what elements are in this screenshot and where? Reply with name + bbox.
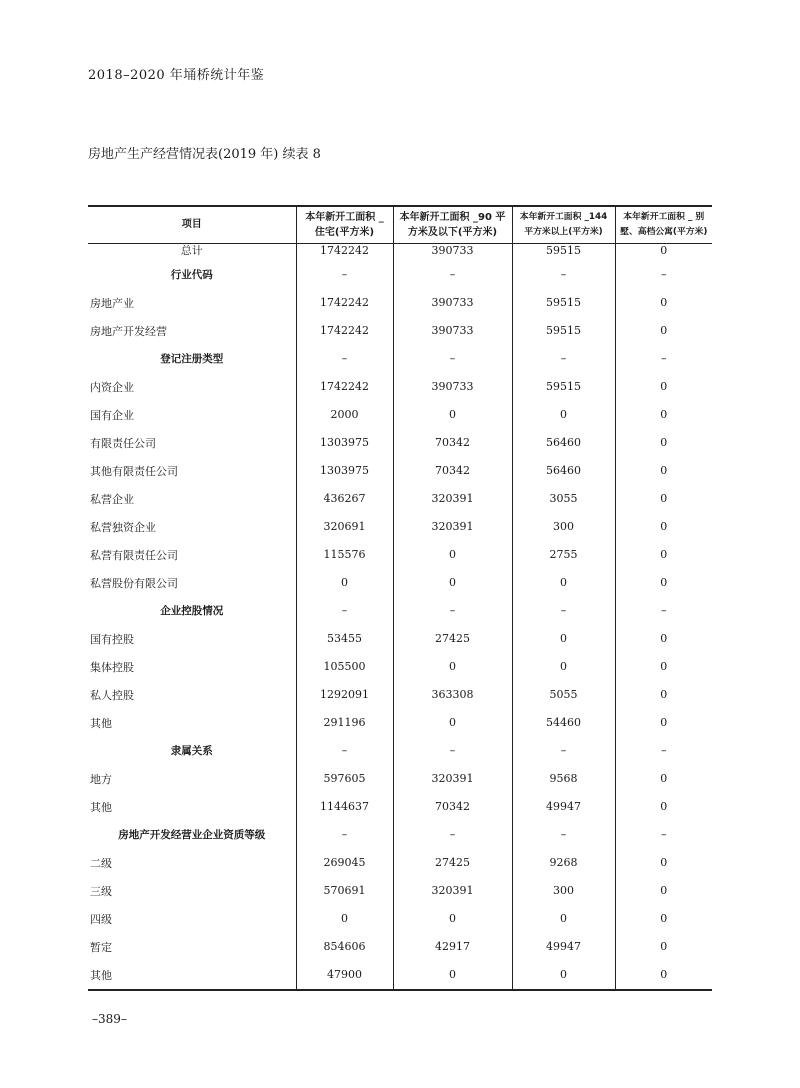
value-cell: 854606 — [296, 933, 393, 961]
value-cell: 0 — [512, 653, 615, 681]
value-cell: 320391 — [393, 485, 512, 513]
value-cell: 363308 — [393, 681, 512, 709]
section-label-cell: 企业控股情况 — [160, 605, 224, 617]
table-row — [88, 765, 712, 793]
table-row — [88, 569, 712, 597]
value-cell: 0 — [615, 373, 712, 401]
table-row — [88, 261, 712, 289]
value-cell: 2755 — [512, 541, 615, 569]
value-cell: 300 — [512, 877, 615, 905]
value-cell: 0 — [615, 653, 712, 681]
value-cell: – — [296, 597, 393, 625]
value-cell: 49947 — [512, 933, 615, 961]
value-cell: 0 — [615, 289, 712, 317]
table-row — [88, 681, 712, 709]
value-cell: 0 — [615, 877, 712, 905]
value-cell: 0 — [615, 905, 712, 933]
row-label-cell: 房地产业 — [90, 296, 134, 310]
page-number: –389– — [92, 1012, 127, 1026]
value-cell: 53455 — [296, 625, 393, 653]
value-cell: – — [296, 821, 393, 849]
value-cell: 105500 — [296, 653, 393, 681]
value-cell: 390733 — [393, 317, 512, 345]
value-cell: 390733 — [393, 289, 512, 317]
row-label-cell: 私营企业 — [90, 492, 134, 506]
table-row — [88, 513, 712, 541]
table-row — [88, 877, 712, 905]
value-cell: 1742242 — [296, 243, 393, 261]
table-row — [88, 401, 712, 429]
row-label-cell: 内资企业 — [90, 380, 134, 394]
value-cell: 9268 — [512, 849, 615, 877]
row-label-cell: 三级 — [90, 884, 112, 898]
value-cell: 300 — [512, 513, 615, 541]
value-cell: 70342 — [393, 793, 512, 821]
value-cell: – — [296, 261, 393, 289]
value-cell: 320391 — [393, 877, 512, 905]
table-row — [88, 849, 712, 877]
value-cell: 0 — [393, 905, 512, 933]
value-cell: 269045 — [296, 849, 393, 877]
value-cell: – — [296, 345, 393, 373]
value-cell: 0 — [615, 765, 712, 793]
section-label-cell: 登记注册类型 — [160, 353, 224, 365]
value-cell: 1144637 — [296, 793, 393, 821]
value-cell: 0 — [615, 401, 712, 429]
row-label-cell: 总计 — [180, 243, 203, 257]
value-cell: 0 — [615, 961, 712, 990]
value-cell: 0 — [512, 401, 615, 429]
row-label-cell: 其他 — [90, 800, 112, 814]
value-cell: 436267 — [296, 485, 393, 513]
value-cell: – — [512, 345, 615, 373]
value-cell: 570691 — [296, 877, 393, 905]
section-label-cell: 隶属关系 — [170, 745, 213, 757]
value-cell: 0 — [615, 681, 712, 709]
value-cell: 0 — [615, 709, 712, 737]
value-cell: 320391 — [393, 765, 512, 793]
value-cell: – — [512, 821, 615, 849]
row-label-cell: 二级 — [90, 856, 112, 870]
value-cell: 0 — [615, 541, 712, 569]
value-cell: 291196 — [296, 709, 393, 737]
value-cell: – — [615, 261, 712, 289]
value-cell: – — [512, 597, 615, 625]
table-row — [88, 485, 712, 513]
value-cell: 390733 — [393, 373, 512, 401]
value-cell: 1303975 — [296, 429, 393, 457]
value-cell: 1742242 — [296, 373, 393, 401]
table-row — [88, 793, 712, 821]
value-cell: 390733 — [393, 243, 512, 261]
value-cell: 70342 — [393, 457, 512, 485]
value-cell: – — [512, 737, 615, 765]
value-cell: 0 — [615, 485, 712, 513]
row-label-cell: 其他有限责任公司 — [90, 464, 178, 478]
value-cell: – — [393, 821, 512, 849]
row-label-cell: 国有企业 — [90, 408, 134, 422]
table-row — [88, 373, 712, 401]
value-cell: – — [296, 737, 393, 765]
value-cell: 56460 — [512, 429, 615, 457]
table-row — [88, 961, 712, 990]
value-cell: 49947 — [512, 793, 615, 821]
value-cell: 0 — [615, 569, 712, 597]
value-cell: 320391 — [393, 513, 512, 541]
table-row — [88, 821, 712, 849]
table-row — [88, 597, 712, 625]
value-cell: 0 — [393, 653, 512, 681]
value-cell: – — [393, 597, 512, 625]
running-header: 2018–2020 年埇桥统计年鉴 — [88, 68, 265, 83]
value-cell: 56460 — [512, 457, 615, 485]
value-cell: 0 — [615, 429, 712, 457]
row-label-cell: 集体控股 — [90, 660, 134, 674]
table-row — [88, 429, 712, 457]
table-row — [88, 541, 712, 569]
value-cell: – — [615, 821, 712, 849]
value-cell: – — [615, 597, 712, 625]
table-row — [88, 709, 712, 737]
table-row — [88, 317, 712, 345]
table-row — [88, 653, 712, 681]
value-cell: 47900 — [296, 961, 393, 990]
value-cell: 0 — [512, 905, 615, 933]
value-cell: 0 — [393, 709, 512, 737]
value-cell: 2000 — [296, 401, 393, 429]
value-cell: – — [393, 345, 512, 373]
value-cell: 0 — [393, 569, 512, 597]
table-body — [88, 243, 712, 990]
value-cell: – — [615, 345, 712, 373]
value-cell: 0 — [615, 457, 712, 485]
value-cell: – — [615, 737, 712, 765]
value-cell: 59515 — [512, 317, 615, 345]
table-row — [88, 457, 712, 485]
value-cell: 3055 — [512, 485, 615, 513]
value-cell: – — [393, 261, 512, 289]
column-header-item: 项目 — [88, 206, 296, 243]
value-cell: 59515 — [512, 289, 615, 317]
column-header-over-144sqm: 本年新开工面积 _144 平方米以上(平方米) — [512, 206, 615, 243]
row-label-cell: 其他 — [88, 961, 296, 990]
value-cell: 5055 — [512, 681, 615, 709]
row-label-cell: 私营有限责任公司 — [90, 548, 178, 562]
value-cell: 0 — [512, 625, 615, 653]
value-cell: 597605 — [296, 765, 393, 793]
value-cell: 115576 — [296, 541, 393, 569]
value-cell: 0 — [393, 401, 512, 429]
value-cell: 0 — [615, 625, 712, 653]
value-cell: – — [512, 261, 615, 289]
row-label-cell: 私营独资企业 — [90, 520, 156, 534]
value-cell: 0 — [615, 933, 712, 961]
row-label-cell: 私营股份有限公司 — [90, 576, 178, 590]
row-label-cell: 暂定 — [90, 940, 112, 954]
row-label-cell: 有限责任公司 — [90, 436, 156, 450]
value-cell: 0 — [296, 905, 393, 933]
column-header-under-90sqm: 本年新开工面积 _90 平方米及以下(平方米) — [393, 206, 512, 243]
value-cell: 1742242 — [296, 317, 393, 345]
statistics-table — [88, 205, 712, 991]
value-cell: 27425 — [393, 849, 512, 877]
value-cell: 27425 — [393, 625, 512, 653]
value-cell: – — [393, 737, 512, 765]
row-label-cell: 国有控股 — [90, 632, 134, 646]
value-cell: 1742242 — [296, 289, 393, 317]
row-label-cell: 其他 — [90, 716, 112, 730]
value-cell: 59515 — [512, 373, 615, 401]
value-cell: 70342 — [393, 429, 512, 457]
section-label-cell: 房地产开发经营业企业资质等级 — [118, 829, 266, 841]
table-row — [88, 289, 712, 317]
table-row — [88, 345, 712, 373]
table-title: 房地产生产经营情况表(2019 年) 续表 8 — [88, 147, 321, 162]
table-header-row — [88, 206, 712, 243]
value-cell: 1303975 — [296, 457, 393, 485]
value-cell: 0 — [393, 961, 512, 990]
value-cell: 54460 — [512, 709, 615, 737]
value-cell: 0 — [615, 243, 712, 261]
table-row — [88, 933, 712, 961]
section-label-cell: 行业代码 — [170, 269, 213, 281]
value-cell: 0 — [615, 849, 712, 877]
column-header-villa-apartment: 本年新开工面积 _ 别墅、高档公寓(平方米) — [615, 206, 712, 243]
value-cell: 1292091 — [296, 681, 393, 709]
value-cell: 9568 — [512, 765, 615, 793]
value-cell: 320691 — [296, 513, 393, 541]
table-row — [88, 737, 712, 765]
value-cell: 0 — [615, 513, 712, 541]
table-row — [88, 905, 712, 933]
value-cell: 0 — [296, 569, 393, 597]
row-label-cell: 地方 — [90, 772, 112, 786]
value-cell: 0 — [615, 317, 712, 345]
value-cell: 0 — [512, 961, 615, 990]
value-cell: 59515 — [512, 243, 615, 261]
value-cell: 0 — [393, 541, 512, 569]
value-cell: 42917 — [393, 933, 512, 961]
value-cell: 0 — [512, 569, 615, 597]
row-label-cell: 私人控股 — [90, 688, 134, 702]
column-header-residential-area: 本年新开工面积 _ 住宅(平方米) — [296, 206, 393, 243]
value-cell: 0 — [615, 793, 712, 821]
table-row — [88, 625, 712, 653]
row-label-cell: 房地产开发经营 — [90, 324, 167, 338]
row-label-cell: 四级 — [90, 912, 112, 926]
table-row — [88, 243, 712, 261]
